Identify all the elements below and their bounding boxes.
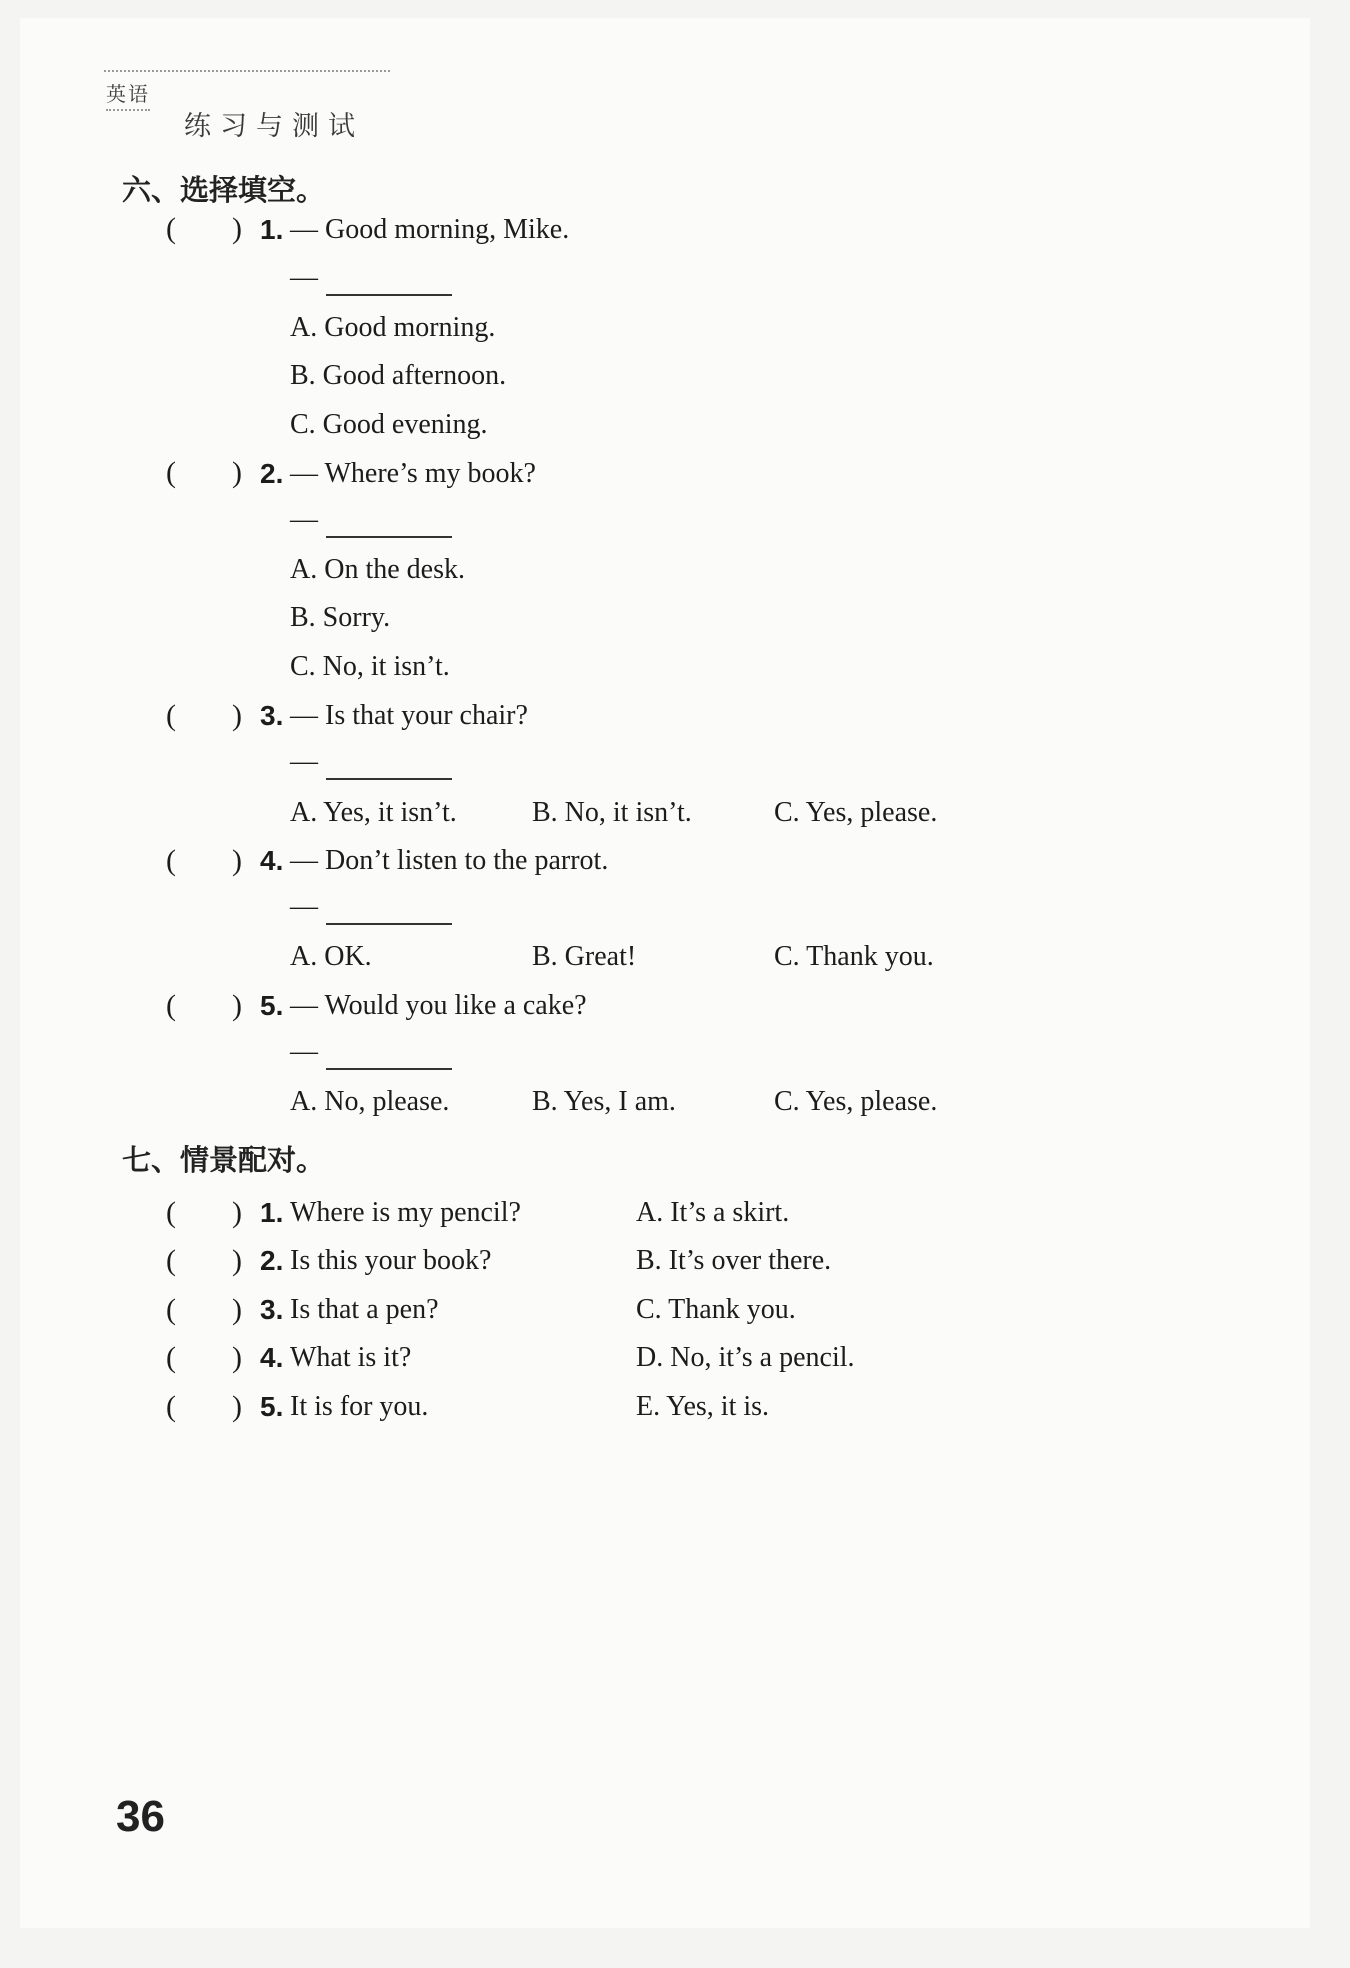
question-number: 2. <box>260 458 284 489</box>
option-c: C. Yes, please. <box>774 797 938 828</box>
answer-paren-close: ) <box>232 1244 242 1277</box>
option-a: A. Good morning. <box>290 312 496 343</box>
option-c: C. Yes, please. <box>774 1086 938 1117</box>
subject-label: 英语 <box>106 78 150 111</box>
question-prompt: — Where’s my book? <box>290 458 536 489</box>
workbook-page <box>20 18 1310 1928</box>
match-number: 4. <box>260 1342 284 1373</box>
option-b: B. Yes, I am. <box>532 1086 676 1117</box>
answer-paren-close: ) <box>232 1390 242 1423</box>
answer-paren-open: ( <box>166 1196 176 1229</box>
answer-paren-open: ( <box>166 1341 176 1374</box>
answer-paren-close: ) <box>232 1341 242 1374</box>
option-b: B. Great! <box>532 941 637 972</box>
option-b: B. Good afternoon. <box>290 360 507 391</box>
section-7-title: 七、情景配对。 <box>122 1143 326 1177</box>
option-b: B. Sorry. <box>290 602 391 633</box>
match-question: Is that a pen? <box>290 1294 439 1325</box>
answer-blank <box>326 294 452 296</box>
answer-paren-close: ) <box>232 1293 242 1326</box>
question-prompt: — Would you like a cake? <box>290 990 587 1021</box>
question-prompt: — Good morning, Mike. <box>290 214 570 245</box>
match-question: Where is my pencil? <box>290 1197 521 1228</box>
question-number: 4. <box>260 845 284 876</box>
match-question: Is this your book? <box>290 1245 492 1276</box>
answer-paren-close: ) <box>232 456 242 489</box>
question-prompt: — Don’t listen to the parrot. <box>290 845 609 876</box>
header-dotted-rule <box>104 70 390 72</box>
answer-paren-close: ) <box>232 844 242 877</box>
match-answer: D. No, it’s a pencil. <box>636 1342 855 1373</box>
question-number: 5. <box>260 990 284 1021</box>
answer-paren-close: ) <box>232 699 242 732</box>
question-number: 3. <box>260 700 284 731</box>
book-title: 练习与测试 <box>184 111 364 142</box>
question-prompt: — Is that your chair? <box>290 700 528 731</box>
answer-paren-close: ) <box>232 212 242 245</box>
match-number: 1. <box>260 1197 284 1228</box>
answer-blank <box>326 923 452 925</box>
answer-paren-open: ( <box>166 989 176 1022</box>
match-answer: B. It’s over there. <box>636 1245 832 1276</box>
answer-paren-open: ( <box>166 844 176 877</box>
answer-paren-open: ( <box>166 1244 176 1277</box>
match-number: 5. <box>260 1391 284 1422</box>
answer-blank <box>326 778 452 780</box>
answer-paren-close: ) <box>232 989 242 1022</box>
reply-dash: — <box>290 262 318 293</box>
reply-dash: — <box>290 891 318 922</box>
page-number: 36 <box>116 1792 165 1841</box>
match-number: 2. <box>260 1245 284 1276</box>
match-question: What is it? <box>290 1342 412 1373</box>
option-c: C. Good evening. <box>290 409 488 440</box>
option-a: A. On the desk. <box>290 554 465 585</box>
match-question: It is for you. <box>290 1391 429 1422</box>
match-answer: E. Yes, it is. <box>636 1391 770 1422</box>
option-b: B. No, it isn’t. <box>532 797 692 828</box>
reply-dash: — <box>290 1036 318 1067</box>
reply-dash: — <box>290 746 318 777</box>
option-a: A. No, please. <box>290 1086 450 1117</box>
answer-paren-open: ( <box>166 456 176 489</box>
answer-paren-close: ) <box>232 1196 242 1229</box>
answer-paren-open: ( <box>166 1390 176 1423</box>
reply-dash: — <box>290 504 318 535</box>
answer-paren-open: ( <box>166 699 176 732</box>
answer-paren-open: ( <box>166 212 176 245</box>
section-6-title: 六、选择填空。 <box>122 173 326 207</box>
option-a: A. Yes, it isn’t. <box>290 797 457 828</box>
match-answer: A. It’s a skirt. <box>636 1197 790 1228</box>
question-number: 1. <box>260 214 284 245</box>
answer-blank <box>326 1068 452 1070</box>
answer-blank <box>326 536 452 538</box>
option-c: C. Thank you. <box>774 941 934 972</box>
page-header <box>104 70 390 142</box>
match-answer: C. Thank you. <box>636 1294 796 1325</box>
option-a: A. OK. <box>290 941 372 972</box>
match-number: 3. <box>260 1294 284 1325</box>
option-c: C. No, it isn’t. <box>290 651 450 682</box>
answer-paren-open: ( <box>166 1293 176 1326</box>
